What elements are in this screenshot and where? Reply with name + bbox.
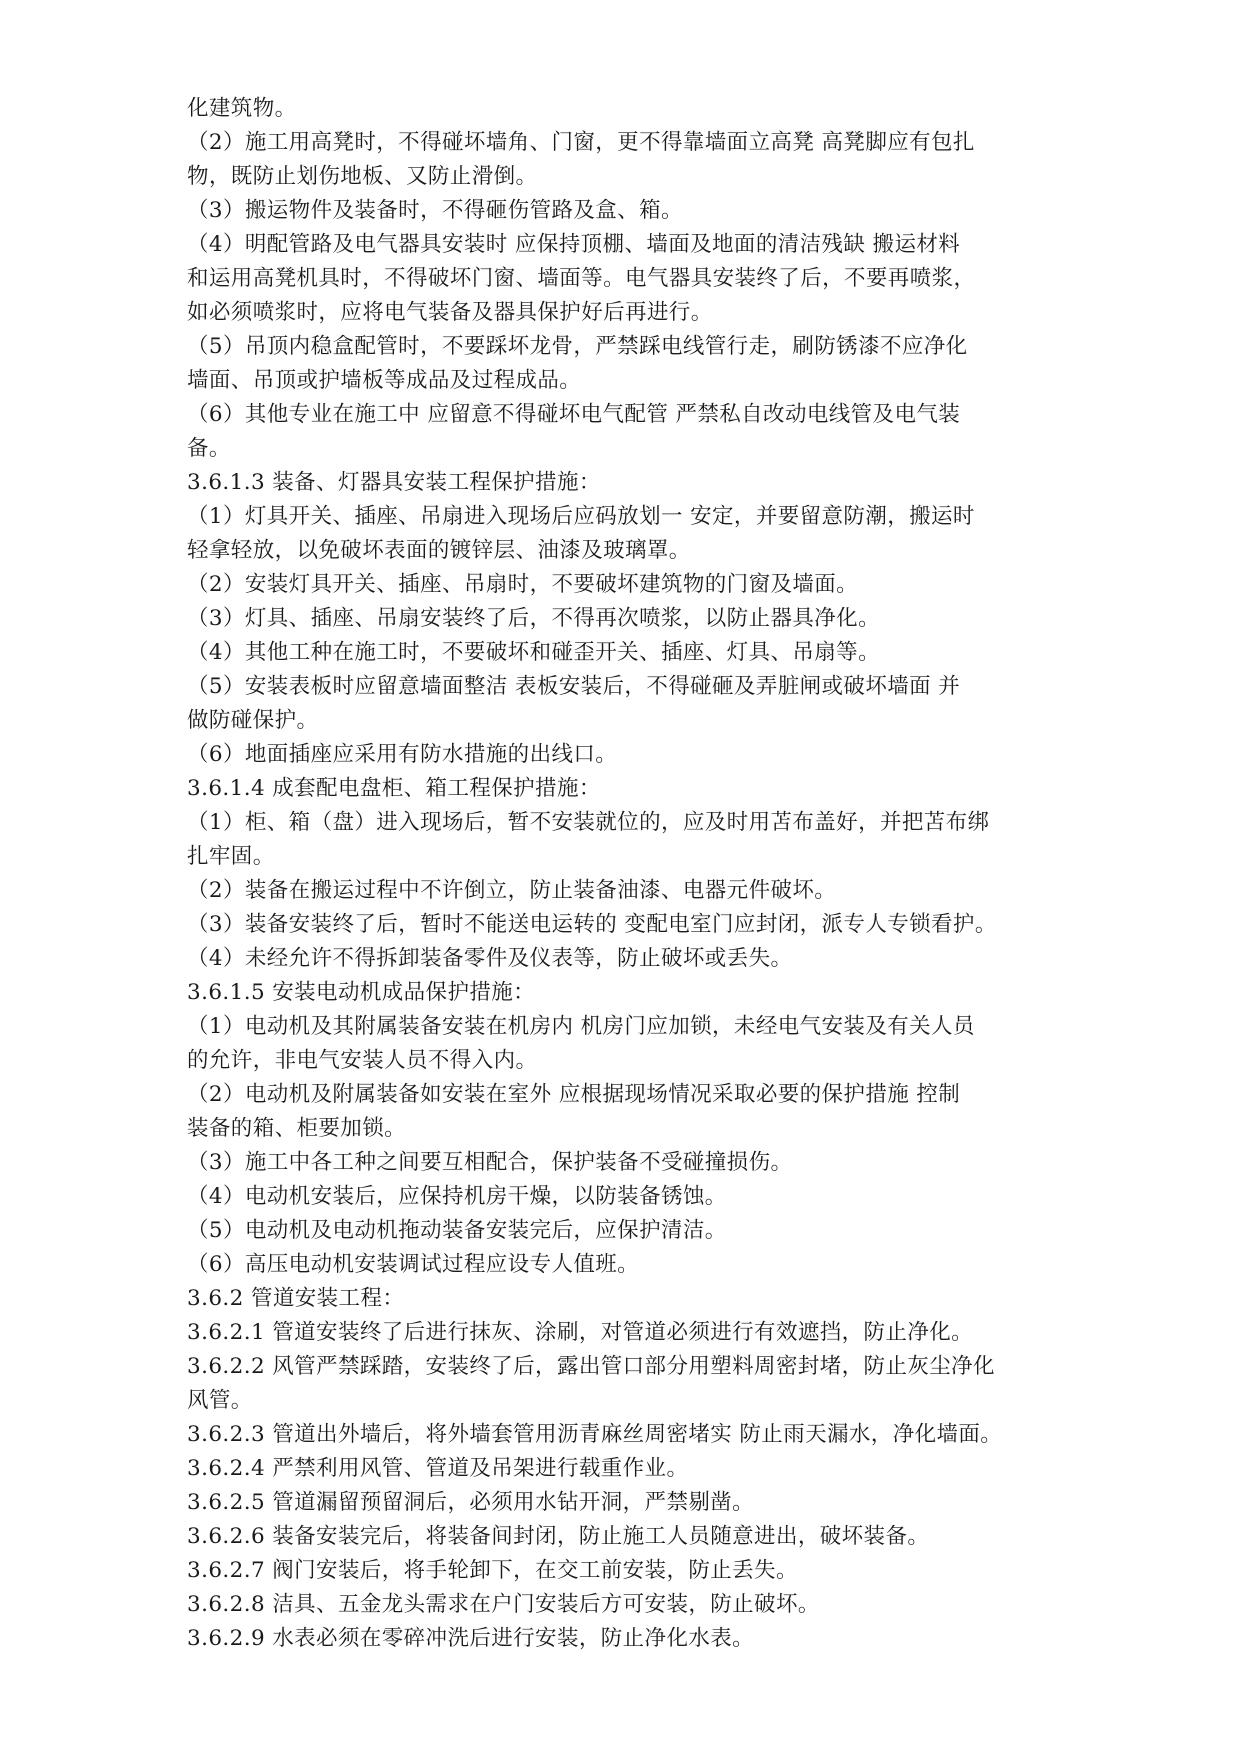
text-line: （5）安装表板时应留意墙面整洁 表板安装后，不得碰砸及弄脏闸或破坏墙面 并 (187, 674, 961, 699)
text-line: （1）电动机及其附属装备安装在机房内 机房门应加锁，未经电气安装及有关人员 (187, 1014, 975, 1039)
text-line: （4）未经允许不得拆卸装备零件及仪表等，防止破坏或丢失。 (187, 946, 793, 971)
text-line: 3.6.2.4 严禁利用风管、管道及吊架进行载重作业。 (187, 1456, 689, 1481)
text-line: （2）施工用高凳时，不得碰坏墙角、门窗，更不得靠墙面立高凳 高凳脚应有包扎 (187, 130, 975, 155)
text-line: 3.6.2.7 阀门安装后，将手轮卸下，在交工前安装，防止丢失。 (187, 1558, 798, 1583)
text-line: 如必须喷浆时，应将电气装备及器具保护好后再进行。 (187, 300, 713, 325)
text-line: 化建筑物。 (187, 96, 297, 121)
text-line: （3）搬运物件及装备时，不得砸伤管路及盒、箱。 (187, 198, 683, 223)
text-line: （6）地面插座应采用有防水措施的出线口。 (187, 742, 618, 767)
text-line: （5）吊顶内稳盒配管时，不要踩坏龙骨，严禁踩电线管行走，刷防锈漆不应净化 (187, 334, 968, 359)
section-heading: 3.6.1.5 安装电动机成品保护措施： (187, 980, 536, 1005)
text-line: （4）其他工种在施工时，不要破坏和碰歪开关、插座、灯具、吊扇等。 (187, 640, 880, 665)
text-line: 和运用高凳机具时，不得破坏门窗、墙面等。电气器具安装终了后，不要再喷浆， (187, 266, 976, 291)
text-line: 扎牢固。 (187, 844, 275, 869)
text-line: 风管。 (187, 1388, 253, 1413)
text-line: 3.6.2.5 管道漏留预留洞后，必须用水钻开洞，严禁剔凿。 (187, 1490, 755, 1515)
text-line: 物，既防止划伤地板、又防止滑倒。 (187, 164, 538, 189)
text-line: （4）明配管路及电气器具安装时 应保持顶棚、墙面及地面的清洁残缺 搬运材料 (187, 232, 961, 257)
text-line: 3.6.2.2 风管严禁踩踏，安装终了后，露出管口部分用塑料周密封堵，防止灰尘净化 (187, 1354, 995, 1379)
section-heading: 3.6.2 管道安装工程： (187, 1286, 405, 1311)
text-line: 3.6.2.9 水表必须在零碎冲洗后进行安装，防止净化水表。 (187, 1626, 755, 1651)
section-heading: 3.6.1.4 成套配电盘柜、箱工程保护措施： (187, 776, 601, 801)
text-line: （2）装备在搬运过程中不许倒立，防止装备油漆、电器元件破坏。 (187, 878, 837, 903)
text-line: 墙面、吊顶或护墙板等成品及过程成品。 (187, 368, 582, 393)
text-line: 3.6.2.3 管道出外墙后，将外墙套管用沥青麻丝周密堵实 防止雨天漏水，净化墙面。 (187, 1422, 1003, 1447)
text-line: （1）灯具开关、插座、吊扇进入现场后应码放划一 安定，并要留意防潮，搬运时 (187, 504, 975, 529)
text-line: （3）灯具、插座、吊扇安装终了后，不得再次喷浆，以防止器具净化。 (187, 606, 880, 631)
section-heading: 3.6.1.3 装备、灯器具安装工程保护措施： (187, 470, 601, 495)
text-line: 装备的箱、柜要加锁。 (187, 1116, 407, 1141)
text-line: （2）安装灯具开关、插座、吊扇时，不要破坏建筑物的门窗及墙面。 (187, 572, 859, 597)
text-line: （2）电动机及附属装备如安装在室外 应根据现场情况采取必要的保护措施 控制 (187, 1082, 961, 1107)
text-line: （6）高压电动机安装调试过程应设专人值班。 (187, 1252, 640, 1277)
text-line: 的允许，非电气安装人员不得入内。 (187, 1048, 538, 1073)
text-line: （4）电动机安装后，应保持机房干燥，以防装备锈蚀。 (187, 1184, 727, 1209)
text-line: 3.6.2.1 管道安装终了后进行抹灰、涂刷，对管道必须进行有效遮挡，防止净化。 (187, 1320, 974, 1345)
text-line: （3）施工中各工种之间要互相配合，保护装备不受碰撞损伤。 (187, 1150, 793, 1175)
text-line: （6）其他专业在施工中 应留意不得碰坏电气配管 严禁私自改动电线管及电气装 (187, 402, 961, 427)
document-page (187, 92, 1087, 1656)
text-line: （5）电动机及电动机拖动装备安装完后，应保护清洁。 (187, 1218, 727, 1243)
text-line: 3.6.2.8 洁具、五金龙头需求在户门安装后方可安装，防止破坏。 (187, 1592, 820, 1617)
text-line: （3）装备安装终了后，暂时不能送电运转的 变配电室门应封闭，派专人专锁看护。 (187, 912, 997, 937)
text-line: 备。 (187, 436, 231, 461)
text-line: 做防碰保护。 (187, 708, 319, 733)
text-line: 3.6.2.6 装备安装完后，将装备间封闭，防止施工人员随意进出，破坏装备。 (187, 1524, 930, 1549)
text-line: 轻拿轻放，以免破坏表面的镀锌层、油漆及玻璃罩。 (187, 538, 691, 563)
text-line: （1）柜、箱（盘）进入现场后，暂不安装就位的，应及时用苫布盖好，并把苫布绑 (187, 810, 990, 835)
